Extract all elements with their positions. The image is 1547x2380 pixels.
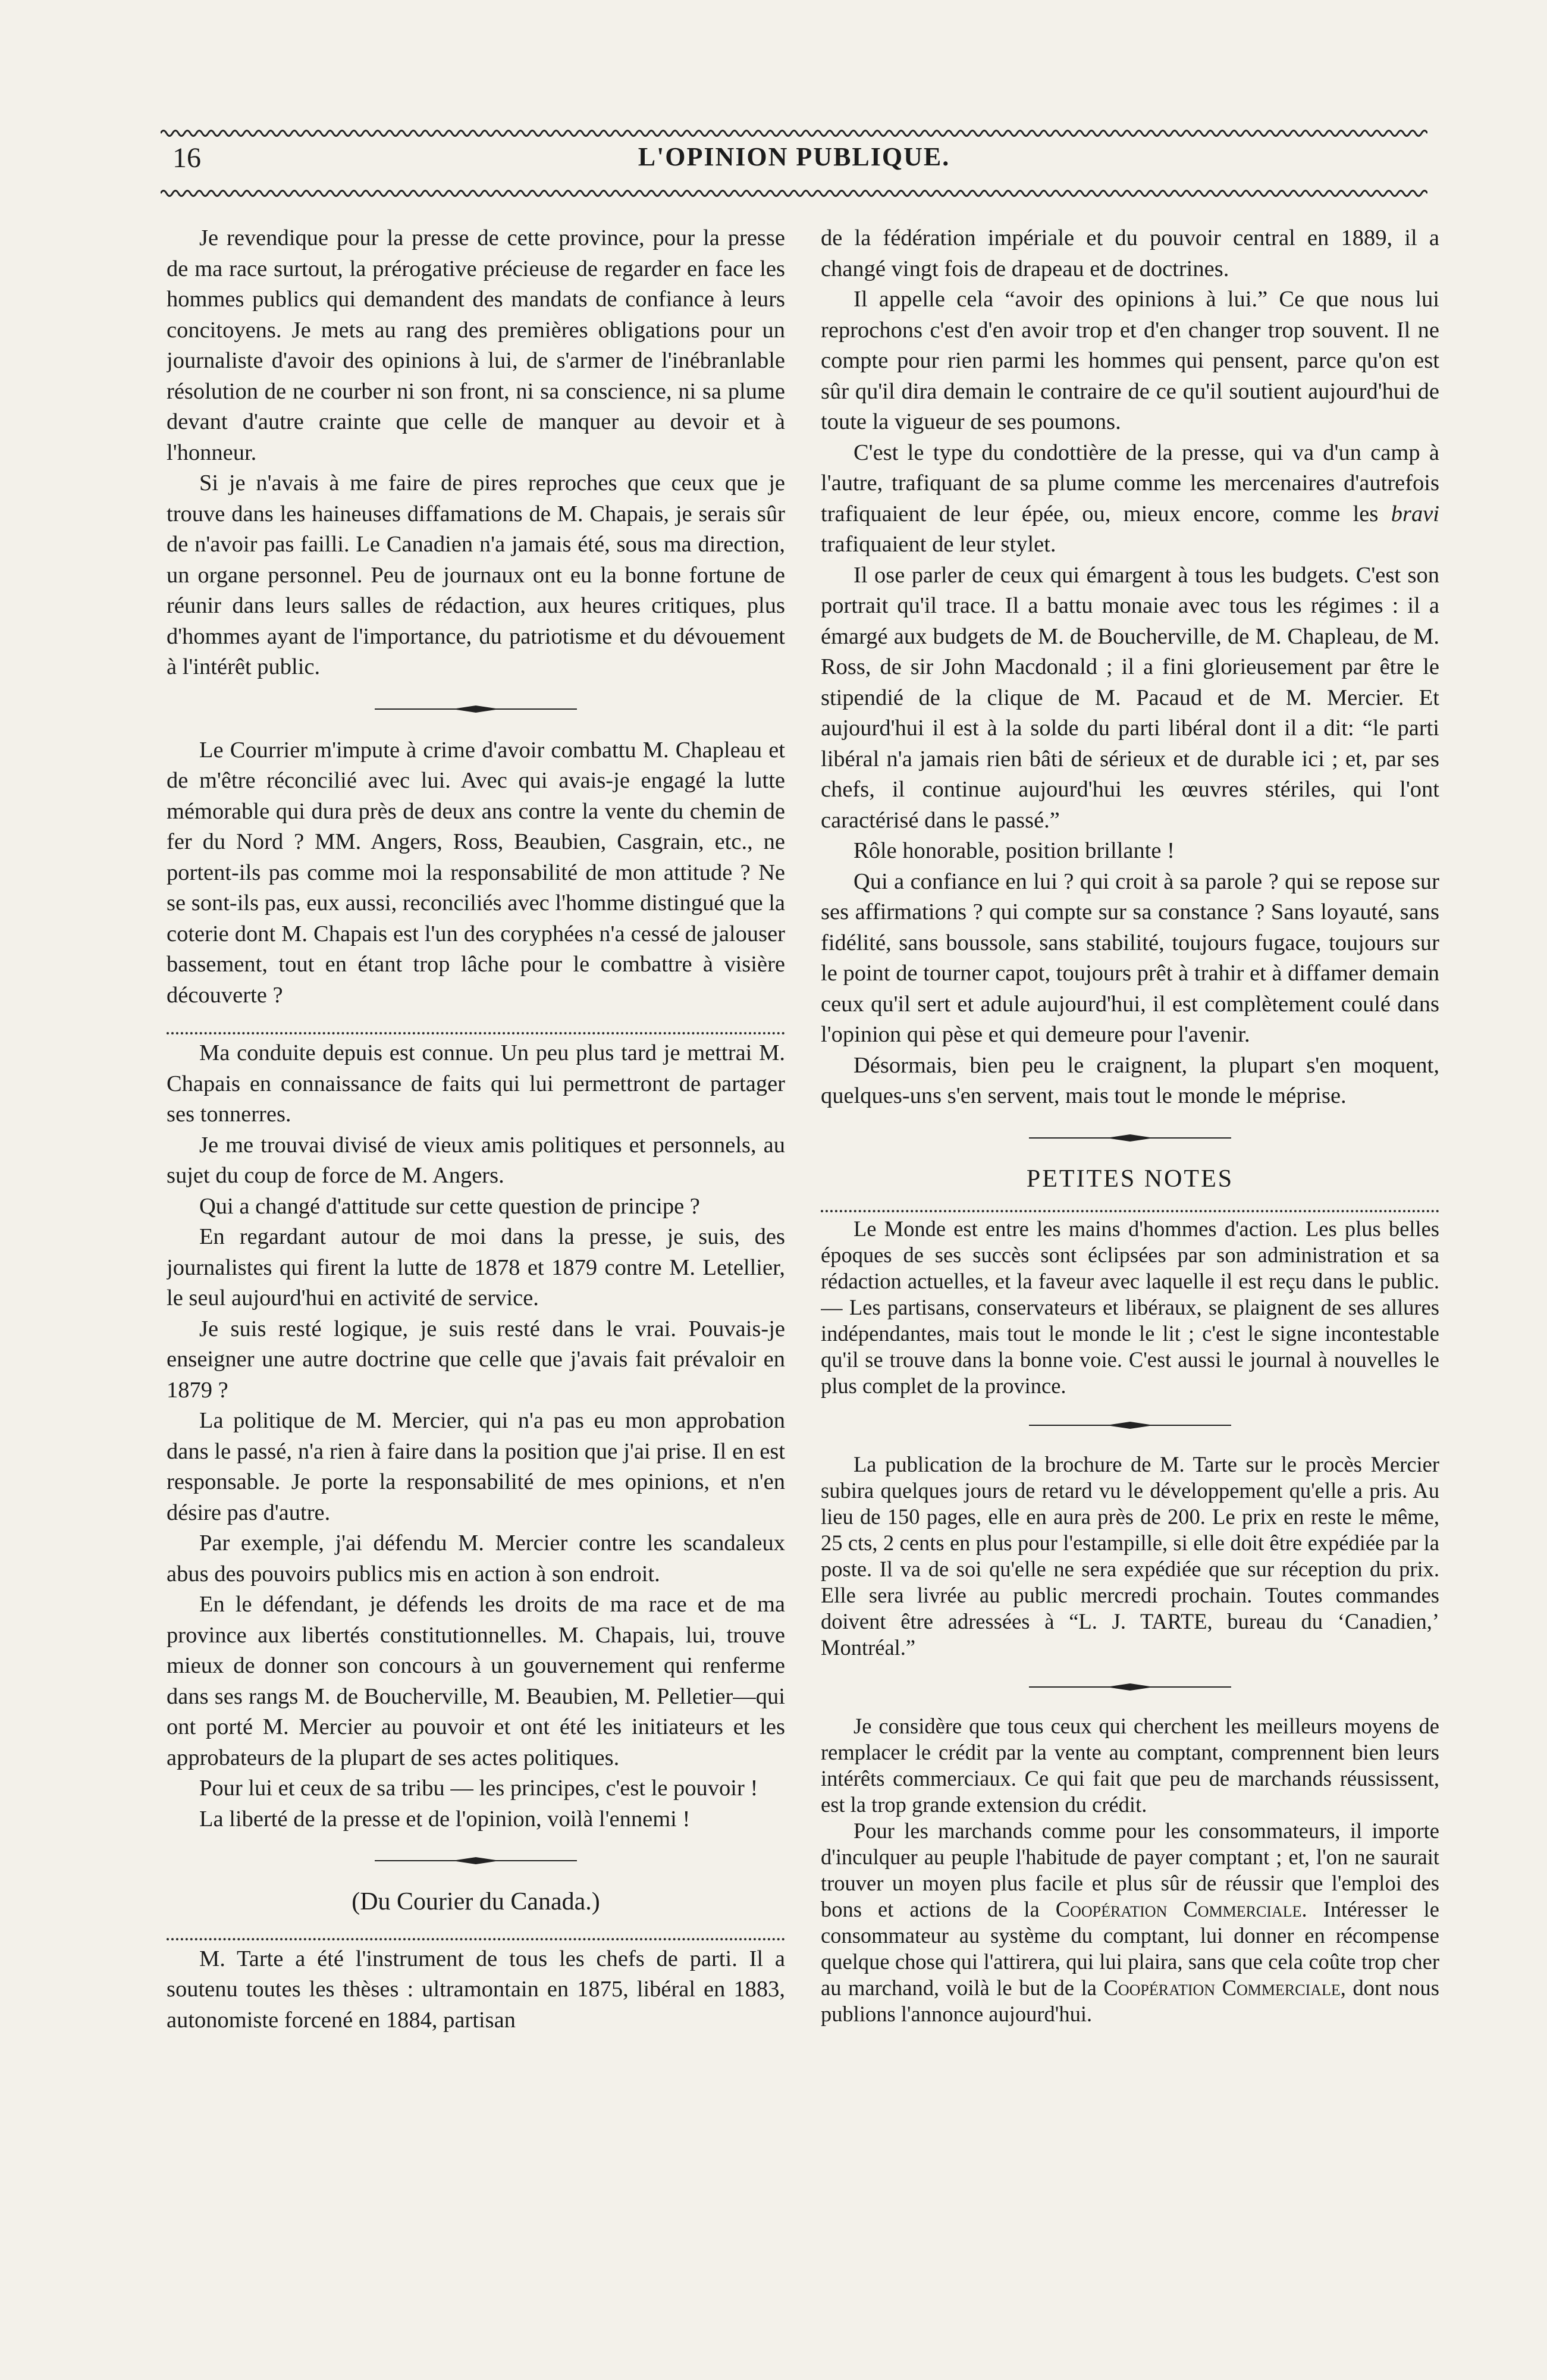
paragraph: Je me trouvai divisé de vieux amis politiques et personnels, au sujet du coup de force de M. Angers. xyxy=(167,1132,785,1188)
paragraph: Désormais, bien peu le craignent, la plupart s'en moquent, quelques-uns s'en servent, mais tout le monde le méprise. xyxy=(821,1052,1439,1108)
paragraph: Le Courrier m'impute à crime d'avoir combattu M. Chapleau et de m'être réconcilié avec lui. Avec qui avais-je engagé la lutte mémorable qui dura près de deux ans contre la vente du chemin de fer du Nord ? MM. Angers, Ross, Beaubien, Casgrain, etc., ne portent-ils pas comme moi la responsabilité de mon attitude ? Ne se sont-ils pas, eux aussi, reconciliés avec l'homme distingué que la coterie dont M. Chapais est l'un des coryphées n'a cessé de jalouser bassement, tout en étant trop lâche pour le combattre à visière découverte ? xyxy=(167,737,785,1008)
article-section-c xyxy=(167,1038,785,1835)
paragraph: La publication de la brochure de M. Tarte sur le procès Mercier subira quelques jours de retard vu le développement qu'elle a pris. Au lieu de 150 pages, elle en aura près de 200. Le prix en reste le même, 25 cts, 2 cents en plus pour l'estampille, si elle doit être expédiée par la poste. Il va de soi qu'elle ne sera expédiée que sur réception du prix. Elle sera livrée au public mercredi prochain. Toutes commandes doivent être adressées à “L. J. TARTE, bureau du ‘Canadien,’ Montréal.” xyxy=(821,1452,1439,1660)
source-attribution: (Du Courier du Canada.) xyxy=(352,1888,600,1915)
text-run: Pour les marchands comme pour les consommateurs, il importe d'inculquer au peuple l'habitude de payer comptant ; et, l'on ne saurait trouver un moyen plus facile et plus sûr de réussir que l'emploi des bons et actions de la xyxy=(821,1818,1439,1921)
paragraph: Ma conduite depuis est connue. Un peu plus tard je mettrai M. Chapais en connaissance de faits qui lui permettront de partager ses tonnerres. xyxy=(167,1040,785,1127)
paragraph: Par exemple, j'ai défendu M. Mercier contre les scandaleux abus des pouvoirs publics mis en action à son endroit. xyxy=(167,1531,785,1586)
paragraph: En regardant autour de moi dans la presse, je suis, des journalistes qui firent la lutte de 1878 et 1879 contre M. Letellier, le seul aujourd'hui en activité de service. xyxy=(167,1224,785,1310)
paragraph: Il ose parler de ceux qui émargent à tous les budgets. C'est son portrait qu'il trace. Il a battu monaie avec tous les régimes : il a émargé aux budgets de M. de Boucherville, de M. Chapleau, de M. Ross, de sir John Macdonald ; il a fini glorieusement par être le stipendié de la clique de M. Pacaud et de M. Mercier. Et aujourd'hui il est à la solde du parti libéral dont il a dit: “le parti libéral n'a jamais rien bâti de sérieux et de durable ici ; et, par ses chefs, il continue aujourd'hui les œuvres stériles, qui l'ont caractérisé dans le passé.” xyxy=(821,562,1439,833)
article-section-d xyxy=(167,1944,785,2036)
paragraph: La liberté de la presse et de l'opinion, voilà l'ennemi ! xyxy=(199,1806,691,1832)
section-separator xyxy=(375,703,577,715)
right-column xyxy=(821,223,1439,2329)
dotted-divider xyxy=(167,1020,785,1034)
paragraph: Le Monde est entre les mains d'hommes d'action. Les plus belles époques de ses succès sont éclipsées par son administration et sa rédaction actuelles, et la faveur avec laquelle il est reçu dans le public.— Les partisans, conservateurs et libéraux, se plaignent de ses allures indépendantes, mais tout le monde le lit ; c'est le signe incontestable qu'il se trouve dans la bonne voie. C'est aussi le journal à nouvelles le plus complet de la province. xyxy=(821,1216,1439,1398)
paragraph: Je revendique pour la presse de cette province, pour la presse de ma race surtout, la prérogative précieuse de regarder en face les hommes publics qui demandent des mandats de confiance à leurs concitoyens. Je mets au rang des premières obligations pour un journaliste d'avoir des opinions à lui, de s'armer de l'inébranlable résolution de ne courber ni son front, ni sa conscience, ni sa plume devant d'autre crainte que celle de manquer au devoir et à l'honneur. xyxy=(167,225,785,465)
text-run: . Intéresser le consommateur au système du comptant, lui donner en récompense quelque chose qui l'attirera, qui lui plaira, sans que cela coûte trop cher au marchand, voilà le but de la xyxy=(821,1897,1439,2000)
text-run: , dont nous publions l'annonce aujourd'hui. xyxy=(821,1976,1439,2026)
bottom-ornamental-rule xyxy=(161,188,1427,199)
paragraph: Pour lui et ceux de sa tribu — les principes, c'est le pouvoir ! xyxy=(199,1776,758,1801)
company-name: Coopération Commerciale xyxy=(1103,1976,1341,2000)
note-cooperation xyxy=(821,1713,1439,2027)
continued-paragraph: de la fédération impériale et du pouvoir central en 1889, il a changé vingt fois de drapeau et de doctrines. xyxy=(821,225,1439,281)
section-separator xyxy=(375,1855,577,1867)
company-name: Coopération Commerciale xyxy=(1055,1897,1302,1921)
page-header xyxy=(161,142,1427,183)
paragraph: Je suis resté logique, je suis resté dans le vrai. Pouvais-je enseigner une autre doctrine que celle que j'avais fait prévaloir en 1879 ? xyxy=(167,1316,785,1403)
paragraph: Je considère que tous ceux qui cherchent les meilleurs moyens de remplacer le crédit par la vente au comptant, comprennent bien leurs intérêts commerciaux. Ce qui fait que peu de marchands réussissent, est la trop grande extension du crédit. xyxy=(821,1714,1439,1817)
dotted-divider xyxy=(167,1926,785,1940)
paragraph: Il appelle cela “avoir des opinions à lui.” Ce que nous lui reprochons c'est d'en avoir trop et d'en changer trop souvent. Il ne compte pour rien parmi les hommes qui pensent, parce qu'on est sûr qu'il dira demain le contraire de ce qu'il soutient aujourd'hui de toute la vigueur de ses poumons. xyxy=(821,287,1439,434)
section-separator xyxy=(1029,1132,1231,1144)
paragraph: Qui a confiance en lui ? qui croit à sa parole ? qui se repose sur ses affirmations ? qui compte sur sa constance ? Sans loyauté, sans fidélité, sans boussole, sans stabilité, toujours fugace, toujours sur le point de tourner capot, toujours prêt à trahir et à diffamer demain ceux qu'il sert et adule aujourd'hui, il est complètement coulé dans l'opinion qui pèse et qui demeure pour l'avenir. xyxy=(821,868,1439,1047)
masthead-title: L'OPINION PUBLIQUE. xyxy=(638,142,950,171)
top-ornamental-rule xyxy=(161,128,1427,139)
paragraph: M. Tarte a été l'instrument de tous les chefs de parti. Il a soutenu toutes les thèses : ultramontain en 1875, libéral en 1883, autonomiste forcené en 1884, partisan xyxy=(167,1946,785,2033)
paragraph: Rôle honorable, position brillante ! xyxy=(853,838,1175,863)
text-run: trafiquaient de leur stylet. xyxy=(821,532,1056,557)
paragraph: La politique de M. Mercier, qui n'a pas eu mon approbation dans le passé, n'a rien à faire dans la position que j'ai prise. Il en est responsable. Je porte la responsabilité de mes opinions, et n'en désire pas d'autre. xyxy=(167,1408,785,1525)
note-le-monde xyxy=(821,1216,1439,1399)
paragraph-bravi xyxy=(821,438,1439,560)
italic-word: bravi xyxy=(1391,501,1439,526)
section-separator xyxy=(1029,1681,1231,1693)
paragraph: Qui a changé d'attitude sur cette question de principe ? xyxy=(199,1193,700,1219)
paragraph-cooperation xyxy=(821,1818,1439,2027)
petites-notes-heading: PETITES NOTES xyxy=(1026,1165,1234,1193)
paragraph: Si je n'avais à me faire de pires reproches que ceux que je trouve dans les haineuses diffamations de M. Chapais, je serais sûr de n'avoir pas failli. Le Canadien n'a jamais été, sous ma direction, un organe personnel. Peu de journaux ont eu la bonne fortune de réunir dans leurs salles de rédaction, aux heures critiques, plus d'hommes ayant de l'importance, du patriotisme et du dévouement à l'intérêt public. xyxy=(167,471,785,679)
article-section-b xyxy=(167,735,785,1011)
section-separator xyxy=(1029,1419,1231,1431)
paragraph: En le défendant, je défends les droits de ma race et de ma province aux libertés constitutionnelles. M. Chapais, lui, trouve mieux de donner son concours à un gouvernement qui renferme dans ses rangs M. de Boucherville, M. Beaubien, M. Pelletier—qui ont porté M. Mercier au pouvoir et ont été les initiateurs et les approbateurs de la plupart de ses actes politiques. xyxy=(167,1592,785,1770)
page-number: 16 xyxy=(172,142,201,174)
text-run: C'est le type du condottière de la presse, qui va d'un camp à l'autre, trafiquant de sa plume comme les mercenaires d'autrefois trafiquaient de leur épée, ou, mieux encore, comme les xyxy=(821,440,1439,526)
dotted-divider xyxy=(821,1198,1439,1212)
left-column xyxy=(167,223,785,2329)
article-section-a xyxy=(167,223,785,683)
note-brochure xyxy=(821,1451,1439,1661)
